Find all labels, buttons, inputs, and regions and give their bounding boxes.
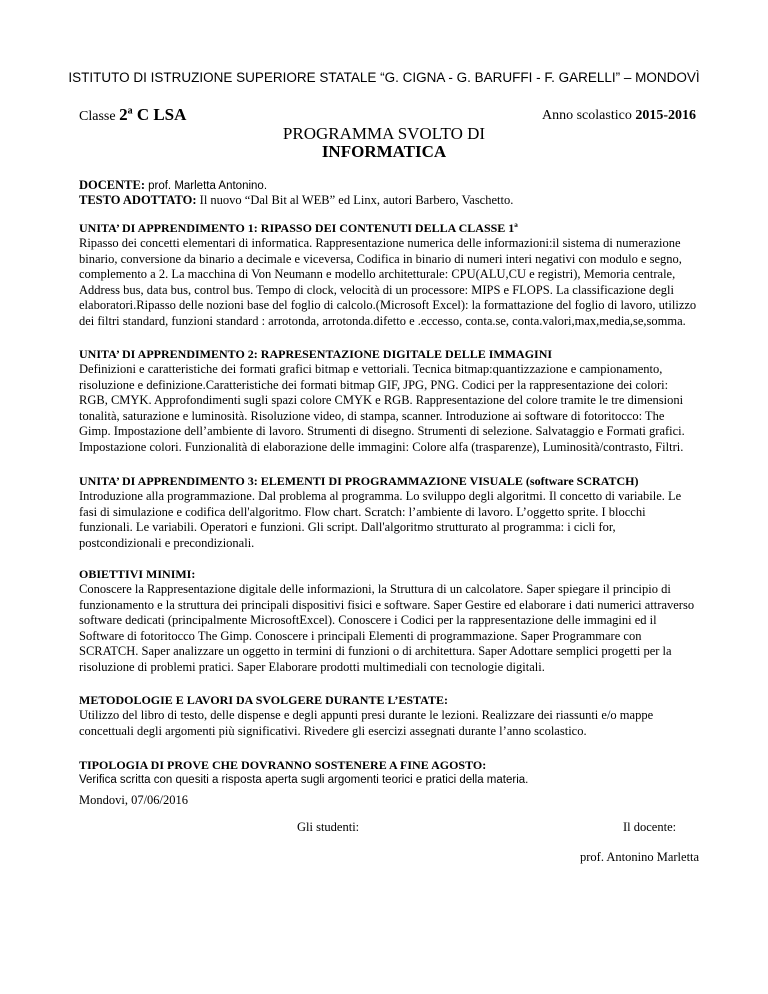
section-heading: METODOLOGIE E LAVORI DA SVOLGERE DURANTE L’ESTATE:	[79, 693, 448, 707]
section-summer-work	[79, 692, 699, 739]
teacher-label: DOCENTE:	[79, 178, 145, 192]
section-body: Verifica scritta con quesiti a risposta aperta sugli argomenti teorici e pratici della materia.	[79, 774, 529, 786]
section-body: Definizioni e caratteristiche dei formati grafici bitmap e vettoriali. Tecnica bitmap:quantizzazione e campionamento, risoluzione e definizione.Caratteristiche dei formati bitmap GIF, JPG, PNG. Codici per la rappresentazione dei colori: RGB, CMYK. Approfondimenti sugli spazi colore CMYK e RGB. Rappresentazione del colore tramite le tre dimensioni tonalità, saturazione e luminosità. Risoluzione video, di stampa, scanner. Introduzione ai software di fotoritocco: The Gimp. Impostazione dell’ambiente di lavoro. Strumenti di disegno. Strumenti di selezione. Salvataggio e Formati grafici. Impostazione colori. Funzionalità di elaborazione delle immagini: Colore alfa (trasparenze), Luminosità/contrasto, Filtri.	[79, 362, 685, 454]
class-section: C LSA	[136, 105, 187, 124]
place-date: Mondovi, 07/06/2016	[79, 793, 189, 807]
section-body: Introduzione alla programmazione. Dal problema al programma. Lo sviluppo degli algoritmi. Il concetto di variabile. Le fasi di simulazione e codifica dell'algoritmo. Flow chart. Scratch: l’ambiente di lavoro. L’oggetto sprite. I blocchi funzionali. Le variabili. Operatori e funzioni. Gli script. Dall'algoritmo strutturato al programma: i cicli for, postcondizionali e precondizionali.	[79, 489, 682, 550]
section-heading: UNITA’ DI APPRENDIMENTO 2: RAPRESENTAZIONE DIGITALE DELLE IMMAGINI	[79, 347, 553, 361]
students-signature-label: Gli studenti:	[297, 820, 360, 834]
section-body: Utilizzo del libro di testo, delle dispense e degli appunti presi durante le lezioni. Realizzare dei riassunti e/o mappe concettuali degli argomenti più significativi. Rivedere gli esercizi assegnati durante l’anno scolastico.	[79, 708, 654, 738]
class-number: 2$^a$ C LSA	[119, 105, 187, 124]
school-name: ISTITUTO DI ISTRUZIONE SUPERIORE STATALE “G. CIGNA - G. BARUFFI - F. GARELLI” – MONDOVÌ	[68, 70, 700, 85]
section-minimum-objectives	[79, 566, 699, 675]
document-subject: INFORMATICA	[321, 142, 447, 161]
school-year-label: Anno scolastico	[542, 108, 632, 123]
section-exam-type	[79, 757, 699, 789]
section-body: Conoscere la Rappresentazione digitale delle informazioni, la Struttura di un calcolatore. Saper spiegare il principio di funzionamento e la struttura dei principali dispositivi fisici e software. Saper Gestire ed elaborare i dati numerici attraverso software dedicati (principalmente MicrosoftExcel). Conoscere i Codici per la rappresentazione delle immagini ed il Software di fotoritocco The Gimp. Conoscere i principali Elementi di programmazione. Saper Programmare con SCRATCH. Saper analizzare un oggetto in termini di funzioni o di architettura. Saper Adottare semplici progetti per la risoluzione di problemi pratici. Saper Elaborare prodotti multimediali con tecnologie digitali.	[79, 582, 695, 674]
teacher-signature-name: prof. Antonino Marletta	[580, 850, 700, 864]
document-title: PROGRAMMA SVOLTO DI	[282, 124, 486, 143]
class-label-text: Classe	[79, 109, 116, 124]
section-unit-1	[79, 220, 699, 329]
class-label	[79, 105, 186, 125]
school-year	[542, 108, 696, 124]
section-body: Ripasso dei concetti elementari di informatica. Rappresentazione numerica delle informazioni:il sistema di numerazione binario, conversione da binario a decimale e viceversa, Codifica in binario di numeri interi negativi con modulo e segno, complemento a 2. La macchina di Von Neumann e modello architetturale: CPU(ALU,CU e registri), Memoria centrale, Address bus, data bus, control bus. Tempo di clock, velocità di un processore: MIPS e FLOPS. La classificazione degli elaboratori.Ripasso delle nozioni base del foglio di calcolo.(Microsoft Excel): la formattazione del foglio di lavoro, utilizzo dei filtri standard, funzioni standard : arrotonda, arrotonda.difetto e .eccesso, conta.se, conta.valori,max,media,se,somma.	[79, 236, 697, 328]
section-heading: OBIETTIVI MINIMI:	[79, 567, 196, 581]
teacher-name: prof. Marletta Antonino.	[148, 180, 268, 192]
teacher-line	[79, 178, 267, 193]
textbook-line	[79, 193, 513, 208]
textbook-value: Il nuovo “Dal Bit al WEB” ed Linx, autori Barbero, Vaschetto.	[199, 193, 514, 207]
section-unit-3	[79, 473, 699, 551]
textbook-label: TESTO ADOTTATO:	[79, 193, 197, 207]
section-unit-2	[79, 346, 699, 455]
class-number-sup: a	[127, 105, 133, 117]
section-heading: UNITA’ DI APPRENDIMENTO 3: ELEMENTI DI PROGRAMMAZIONE VISUALE (software SCRATCH)	[79, 474, 639, 488]
section-heading: UNITA’ DI APPRENDIMENTO 1: RIPASSO DEI CONTENUTI DELLA CLASSE 1ª	[79, 221, 518, 235]
section-heading: TIPOLOGIA DI PROVE CHE DOVRANNO SOSTENERE A FINE AGOSTO:	[79, 758, 487, 772]
teacher-signature-label: Il docente:	[623, 820, 677, 834]
school-year-value: 2015-2016	[635, 108, 696, 123]
